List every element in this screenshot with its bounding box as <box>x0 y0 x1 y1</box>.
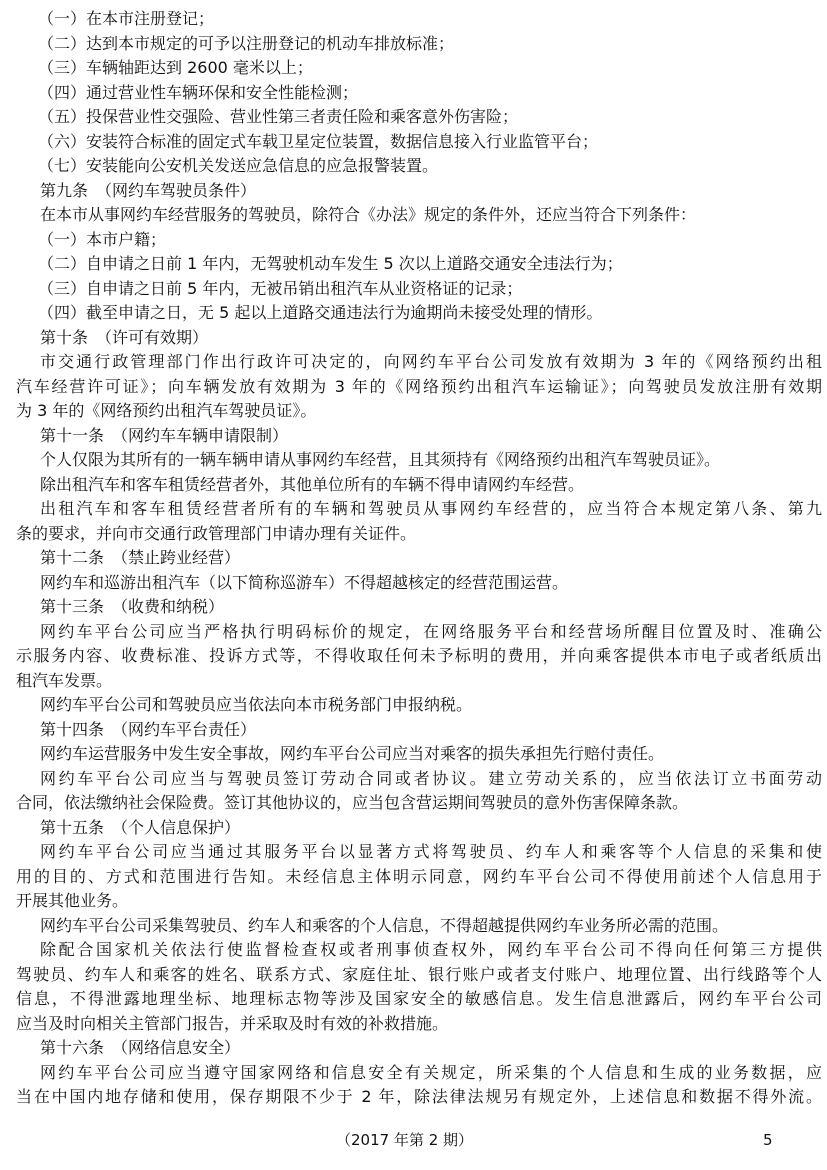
clause-item: （六）安装符合标准的固定式车载卫星定位装置，数据信息接入行业监管平台； <box>38 131 599 151</box>
paragraph-line: 开展其他业务。 <box>16 891 129 910</box>
paragraph-line: 用的目的、方式和范围进行告知。未经信息主体明示同意，网约车平台公司不得使用前述个人信息用于 <box>16 866 822 886</box>
paragraph-line: 汽车经营许可证》；向车辆发放有效期为 3 年的《网络预约出租汽车运输证》；向驾驶员发放注册有效期 <box>16 376 822 396</box>
article-heading: 第十三条 （收费和纳税） <box>40 597 225 616</box>
article-heading: 第十四条 （网约车平台责任） <box>40 719 257 739</box>
clause-item: （五）投保营业性交强险、营业性第三者责任险和乘客意外伤害险； <box>38 107 519 126</box>
paragraph-line: 网约车和巡游出租汽车（以下简称巡游车）不得超越核定的经营范围运营。 <box>40 572 569 592</box>
paragraph-line: 网约车平台公司应当与驾驶员签订劳动合同或者协议。建立劳动关系的，应当依法订立书面劳动 <box>40 768 822 788</box>
article-heading: 第十条 （许可有效期） <box>40 327 209 347</box>
paragraph-line: 为 3 年的《网络预约出租汽车驾驶员证》。 <box>16 401 317 420</box>
paragraph-line: 网约车运营服务中发生安全事故，网约车平台公司应当对乘客的损失承担先行赔付责任。 <box>40 744 665 763</box>
clause-item: （二）自申请之日前 1 年内，无驾驶机动车发生 5 次以上道路交通安全违法行为； <box>38 254 623 273</box>
article-heading: 第十六条 （网络信息安全） <box>40 1038 241 1057</box>
paragraph-line: 当在中国内地存储和使用，保存期限不少于 2 年，除法律法规另有规定外，上述信息和数据不得外流。 <box>16 1087 822 1106</box>
article-heading: 第十二条 （禁止跨业经营） <box>40 548 241 567</box>
clause-item: （一）本市户籍； <box>38 229 167 249</box>
paragraph-line: 应当及时向相关主管部门报告，并采取及时有效的补救措施。 <box>16 1013 449 1033</box>
document-body <box>16 7 822 1110</box>
paragraph-line: 在本市从事网约车经营服务的驾驶员，除符合《办法》规定的条件外，还应当符合下列条件： <box>40 205 697 224</box>
paragraph-line: 驾驶员、约车人和乘客的姓名、联系方式、家庭住址、银行账户或者支付账户、地理位置、出行线路等个人 <box>16 964 822 984</box>
article-heading: 第十一条 （网约车车辆申请限制） <box>40 425 289 445</box>
page-number: 5 <box>763 1131 773 1149</box>
clause-item: （三）车辆轴距达到 2600 毫米以上； <box>38 58 313 77</box>
paragraph-line: 网约车平台公司应当通过其服务平台以显著方式将驾驶员、约车人和乘客等个人信息的采集和使 <box>40 842 822 861</box>
paragraph-line: 示服务内容、收费标准、投诉方式等，不得收取任何未予标明的费用，并向乘客提供本市电子或者纸质出 <box>16 646 822 665</box>
paragraph-line: 网约车平台公司采集驾驶员、约车人和乘客的个人信息，不得超越提供网约车业务所必需的范围。 <box>40 915 729 935</box>
paragraph-line: 信息，不得泄露地理坐标、地理标志物等涉及国家安全的敏感信息。发生信息泄露后，网约车平台公司 <box>16 989 822 1008</box>
article-heading: 第十五条 （个人信息保护） <box>40 817 241 837</box>
paragraph-line: 市交通行政管理部门作出行政许可决定的，向网约车平台公司发放有效期为 3 年的《网络预约出租 <box>40 352 822 371</box>
clause-item: （七）安装能向公安机关发送应急信息的应急报警装置。 <box>38 156 439 175</box>
article-heading: 第九条 （网约车驾驶员条件） <box>40 180 257 200</box>
clause-item: （四）截至申请之日，无 5 起以上道路交通违法行为逾期尚未接受处理的情形。 <box>38 303 603 322</box>
paragraph-line: 除出租汽车和客车租赁经营者外，其他单位所有的车辆不得申请网约车经营。 <box>40 474 585 494</box>
paragraph-line: 出租汽车和客车租赁经营者所有的车辆和驾驶员从事网约车经营的，应当符合本规定第八条、第九 <box>40 499 822 518</box>
clause-item: （一）在本市注册登记； <box>38 9 215 28</box>
clause-item: （四）通过营业性车辆环保和安全性能检测； <box>38 82 359 102</box>
paragraph-line: 条的要求，并向市交通行政管理部门申请办理有关证件。 <box>16 523 417 543</box>
paragraph-line: 网约车平台公司应当严格执行明码标价的规定，在网络服务平台和经营场所醒目位置及时、准确公 <box>40 621 822 641</box>
paragraph-line: 网约车平台公司应当遵守国家网络和信息安全有关规定，所采集的个人信息和生成的业务数据，应 <box>40 1062 822 1082</box>
paragraph-line: 网约车平台公司和驾驶员应当依法向本市税务部门申报纳税。 <box>40 695 473 714</box>
paragraph-line: 合同，依法缴纳社会保险费。签订其他协议的，应当包含营运期间驾驶员的意外伤害保障条款。 <box>16 793 689 812</box>
paragraph-line: 租汽车发票。 <box>16 670 113 690</box>
clause-item: （三）自申请之日前 5 年内，无被吊销出租汽车从业资格证的记录； <box>38 278 523 298</box>
paragraph-line: 个人仅限为其所有的一辆车辆申请从事网约车经营，且其须持有《网络预约出租汽车驾驶员证》。 <box>40 450 721 469</box>
paragraph-line: 除配合国家机关依法行使监督检查权或者刑事侦查权外，网约车平台公司不得向任何第三方提供 <box>40 940 822 959</box>
clause-item: （二）达到本市规定的可予以注册登记的机动车排放标准； <box>38 33 455 53</box>
issue-label: （2017 年第 2 期） <box>336 1131 474 1149</box>
